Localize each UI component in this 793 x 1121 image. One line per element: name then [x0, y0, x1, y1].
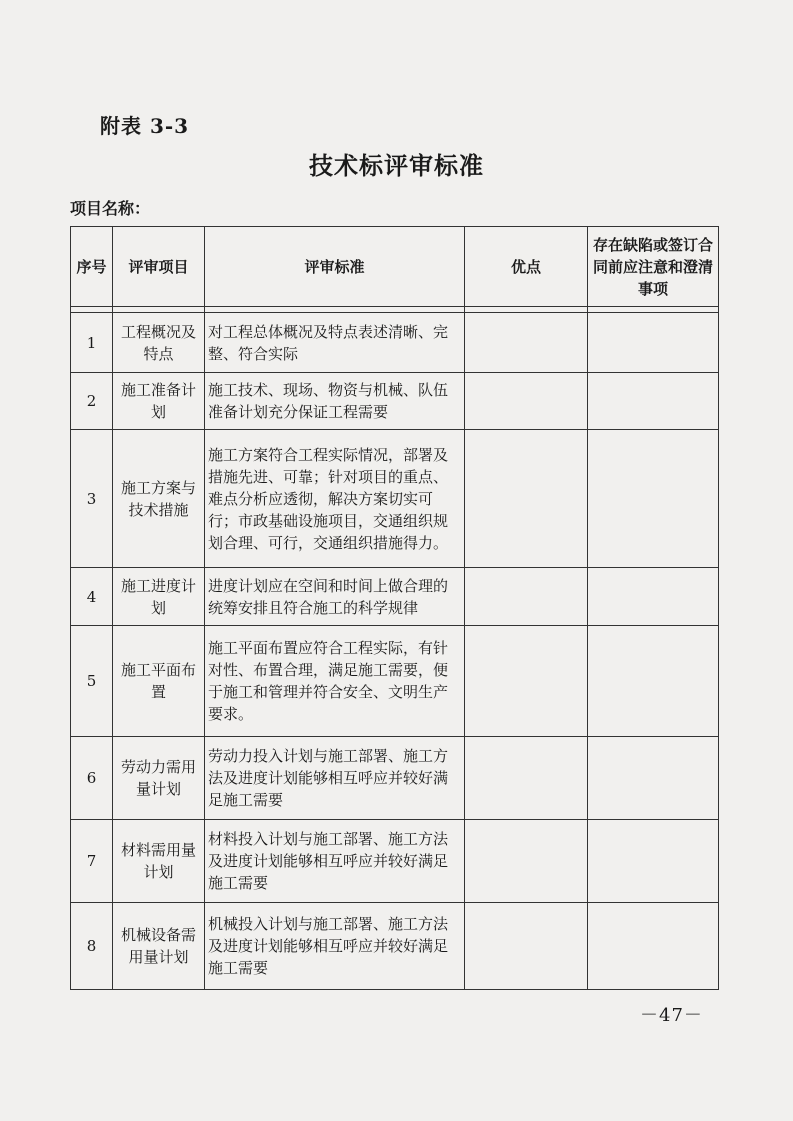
table-row — [71, 568, 719, 626]
row-no: 4 — [71, 568, 113, 626]
row-no: 3 — [71, 430, 113, 568]
row-item: 施工准备计划 — [113, 373, 205, 430]
row-defects — [588, 820, 719, 903]
row-standard: 对工程总体概况及特点表述清晰、完整、符合实际 — [205, 313, 465, 373]
row-defects — [588, 373, 719, 430]
row-merit — [465, 430, 588, 568]
header-merit: 优点 — [465, 227, 588, 307]
table-row — [71, 430, 719, 568]
row-merit — [465, 568, 588, 626]
row-no: 2 — [71, 373, 113, 430]
row-no: 1 — [71, 313, 113, 373]
row-standard: 施工方案符合工程实际情况，部署及措施先进、可靠；针对项目的重点、难点分析应透彻，解决方案切实可行；市政基础设施项目，交通组织规划合理、可行，交通组织措施得力。 — [205, 430, 465, 568]
appendix-label: 附表 3-3 — [100, 114, 190, 138]
row-defects — [588, 626, 719, 737]
row-standard: 材料投入计划与施工部署、施工方法及进度计划能够相互呼应并较好满足施工需要 — [205, 820, 465, 903]
table-row — [71, 903, 719, 990]
row-no: 6 — [71, 737, 113, 820]
row-no: 5 — [71, 626, 113, 737]
row-item: 机械设备需用量计划 — [113, 903, 205, 990]
row-no: 8 — [71, 903, 113, 990]
page-number: －47－ — [640, 1005, 703, 1026]
header-no: 序号 — [71, 227, 113, 307]
table-header-row — [71, 227, 719, 307]
row-defects — [588, 903, 719, 990]
row-item: 工程概况及特点 — [113, 313, 205, 373]
row-item: 施工平面布置 — [113, 626, 205, 737]
header-defects: 存在缺陷或签订合同前应注意和澄清事项 — [588, 227, 719, 307]
row-no: 7 — [71, 820, 113, 903]
row-merit — [465, 373, 588, 430]
row-item: 劳动力需用量计划 — [113, 737, 205, 820]
project-name-label: 项目名称： — [70, 199, 151, 218]
row-merit — [465, 737, 588, 820]
row-standard: 施工平面布置应符合工程实际，有针对性、布置合理，满足施工需要，便于施工和管理并符合安全、文明生产要求。 — [205, 626, 465, 737]
row-item: 施工进度计划 — [113, 568, 205, 626]
table-row — [71, 737, 719, 820]
header-standard: 评审标准 — [205, 227, 465, 307]
row-defects — [588, 313, 719, 373]
evaluation-table — [70, 226, 719, 990]
row-standard: 进度计划应在空间和时间上做合理的统筹安排且符合施工的科学规律 — [205, 568, 465, 626]
row-standard: 机械投入计划与施工部署、施工方法及进度计划能够相互呼应并较好满足施工需要 — [205, 903, 465, 990]
table-row — [71, 820, 719, 903]
table-row — [71, 626, 719, 737]
row-defects — [588, 568, 719, 626]
row-merit — [465, 626, 588, 737]
row-merit — [465, 903, 588, 990]
row-item: 施工方案与技术措施 — [113, 430, 205, 568]
table-row — [71, 373, 719, 430]
row-defects — [588, 430, 719, 568]
table-row — [71, 313, 719, 373]
row-defects — [588, 737, 719, 820]
row-standard: 劳动力投入计划与施工部署、施工方法及进度计划能够相互呼应并较好满足施工需要 — [205, 737, 465, 820]
row-merit — [465, 820, 588, 903]
row-merit — [465, 313, 588, 373]
header-item: 评审项目 — [113, 227, 205, 307]
row-item: 材料需用量计划 — [113, 820, 205, 903]
row-standard: 施工技术、现场、物资与机械、队伍准备计划充分保证工程需要 — [205, 373, 465, 430]
page-title: 技术标评审标准 — [309, 151, 484, 180]
